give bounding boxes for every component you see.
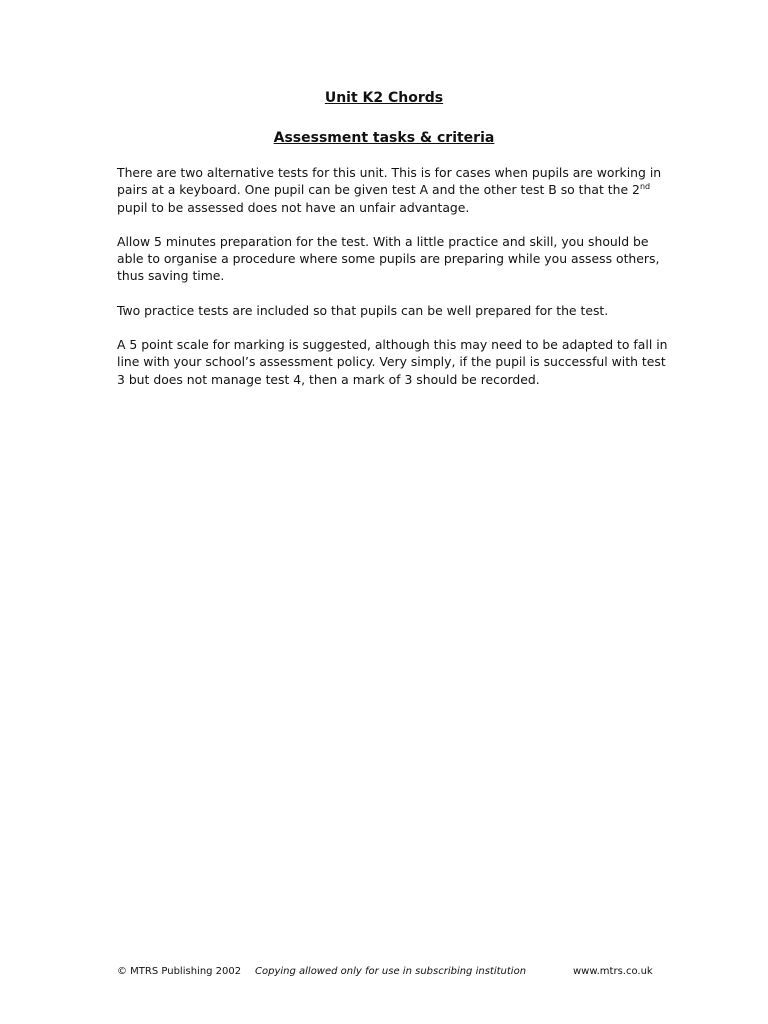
- page-subtitle: Assessment tasks & criteria: [273, 130, 495, 146]
- paragraph-practice-tests: Two practice tests are included so that pupils can be well prepared for the test.: [117, 302, 609, 318]
- paragraph-preparation: Allow 5 minutes preparation for the test. With a little practice and skill, you should be able to organise a procedure where some pupils are preparing while you assess others, thus saving time.: [117, 233, 660, 284]
- footer-website: www.mtrs.co.uk: [573, 966, 653, 977]
- paragraph-alternative-tests: [117, 164, 677, 216]
- ordinal-superscript: nd: [639, 182, 651, 192]
- footer-copying-notice: Copying allowed only for use in subscribing institution: [255, 966, 527, 977]
- paragraph-marking-scale: A 5 point scale for marking is suggested, although this may need to be adapted to fall in line with your school’s assessment policy. Very simply, if the pupil is successful with test 3 but does not manage test 4, then a mark of 3 should be recorded.: [117, 337, 668, 387]
- paragraph-1-text-end: pupil to be assessed does not have an unfair advantage.: [117, 199, 470, 215]
- page-title: Unit K2 Chords: [324, 90, 444, 106]
- footer-copyright: © MTRS Publishing 2002: [117, 966, 242, 977]
- paragraph-1-text: There are two alternative tests for this unit. This is for cases when pupils are working in pairs at a keyboard. One pupil can be given test A and the other test B so that the 2: [117, 165, 662, 198]
- body-text: [117, 164, 677, 405]
